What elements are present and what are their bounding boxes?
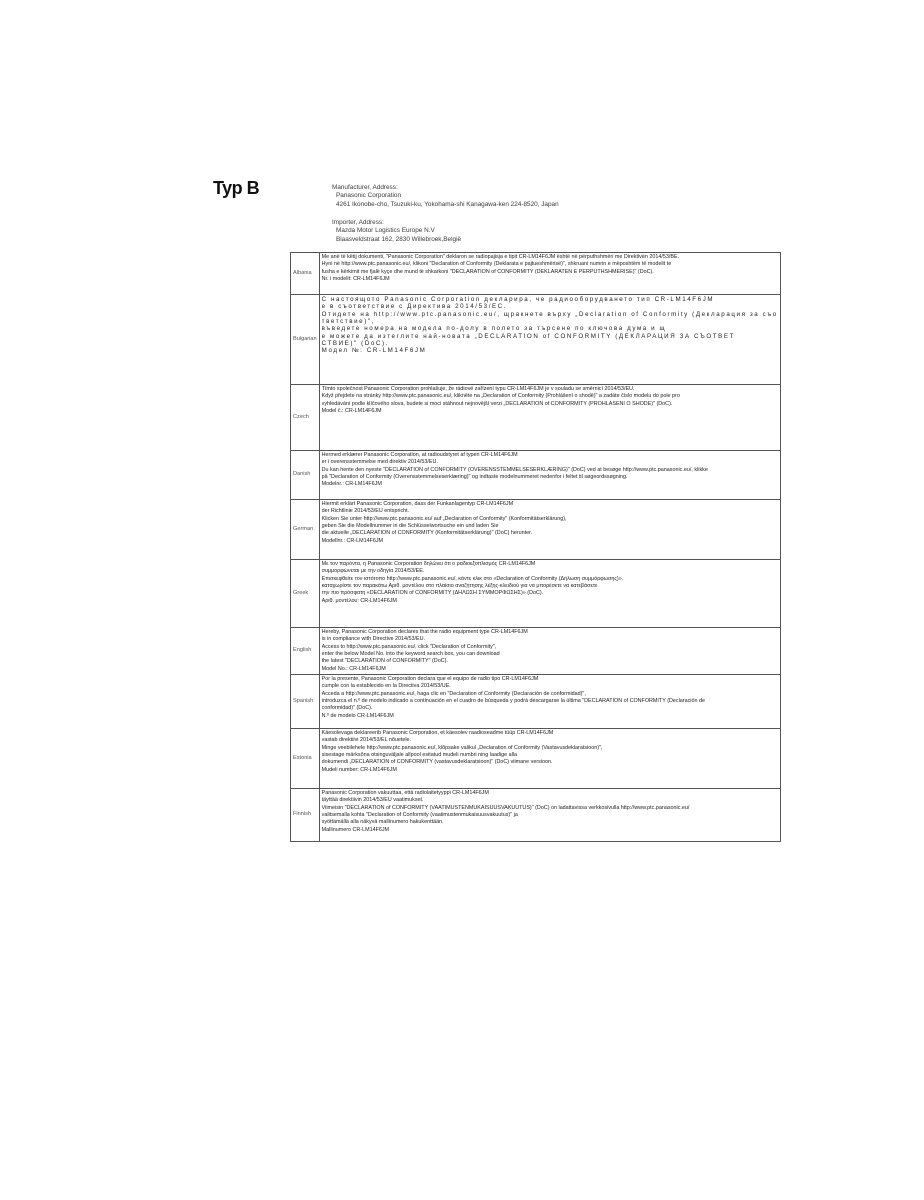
declaration-row <box>291 675 781 729</box>
declaration-row <box>291 628 781 675</box>
declaration-line: Επισκεφθείτε τον ιστότοπο http://www.ptc.panasonic.eu/, κάντε κλικ στο «Declaration of Conformity (Δήλωση συμμόρφωσης)», <box>321 575 624 582</box>
declaration-line: е в съответствие с Директива 2014/53/ЕС. <box>321 303 508 311</box>
importer-name: Mazda Motor Logistics Europe N.V <box>336 227 435 235</box>
manufacturer-label: Manufacturer, Address: <box>332 184 398 191</box>
declaration-line: Модел №: CR-LM14F6JM <box>321 347 427 355</box>
declaration-text <box>319 500 780 560</box>
declaration-text <box>319 451 780 500</box>
manufacturer-name: Panasonic Corporation <box>336 192 402 200</box>
declaration-row <box>291 253 781 295</box>
declaration-line: valitsemalla kohta "Declaration of Conformity (vaatimustenmukaisuusvakuutus)" ja <box>321 812 518 819</box>
declaration-text <box>319 295 780 385</box>
language-label: English <box>291 628 320 675</box>
language-label: Finnish <box>291 789 320 842</box>
declaration-row <box>291 729 781 789</box>
declaration-line: Modelnr.: CR-LM14F6JM <box>321 481 382 488</box>
importer-street: Blaasveldstraat 162, 2830 Willebroek,België <box>336 235 462 243</box>
declaration-line: enter the below Model No. into the keyword search box, you can download <box>321 651 500 658</box>
declaration-line: på "Declaration of Conformity (Overensstemmelseserklæring)" og indtaste modelnummeret nedenfor i feltet til søgeordssøgning. <box>321 474 628 481</box>
declaration-line: vyhledávání podle klíčového slova, budete si moci stáhnout nejnovější verzi „DECLARATION of CONFORMITY (PROHLÁŠENÍ O SHODĚ)" (DoC). <box>321 400 673 407</box>
language-label: Danish <box>291 451 320 500</box>
declaration-text <box>319 675 780 729</box>
declaration-line: introduzca el n.º de modelo indicado a continuación en el cuadro de búsqueda y podrá descargarse la última "DECLARATION of CONFORMITY (Declaración de <box>321 698 705 705</box>
declaration-line: Minge veebilehele http://www.ptc.panasonic.eu/, klõpsake valikul „Declaration of Conformity (Vastavusdeklaratsioon)", <box>321 744 603 751</box>
declaration-line: conformidad)" (DoC). <box>321 705 373 712</box>
manufacturer-address <box>332 184 559 209</box>
declaration-line: Mallinumero CR-LM14F6JM <box>321 826 390 833</box>
declaration-line: fusha e kërkimit me fjalë kyçe dhe mund të shkarkoni "DECLARATION of CONFORMITY (DEKLARATEN E PERPUTHSHMERISE)" (DoC). <box>321 268 654 275</box>
manufacturer-street: 4261 Ikonobe-cho, Tsuzuki-ku, Yokohama-shi Kanagawa-ken 224-8520, Japan <box>336 200 559 208</box>
declaration-text <box>319 560 780 628</box>
declaration-text <box>319 789 780 842</box>
declaration-line: Model No.: CR-LM14F6JM <box>321 665 386 672</box>
declaration-line: καταχωρίστε τον παρακάτω Αριθ. μοντέλου στο πλαίσιο αναζήτησης λέξης-κλειδιού για να μπορέσετε να κατεβάσετε <box>321 583 598 590</box>
importer-address <box>332 219 461 244</box>
declaration-line: Klicken Sie unter http://www.ptc.panasonic.eu/ auf „Declaration of Conformity" (Konformitätserklärung), <box>321 515 567 522</box>
declaration-line: Käesolevaga deklareerib Panasonic Corporation, et käesolev raadioseadme tüüp CR-LM14F6JM <box>321 730 554 737</box>
declaration-line: täyttää direktiivin 2014/53/EU vaatimukset. <box>321 797 424 804</box>
declaration-line: Hiermit erklärt Panasonic Corporation, dass der Funkanlagentyp CR-LM14F6JM <box>321 501 514 507</box>
declaration-line: тветствие)", <box>321 318 375 326</box>
declaration-line: sisestage märksõna otsinguväljale allpool esitatud mudeli numbri ning laadige alla <box>321 752 518 759</box>
declaration-line: Viimeisin "DECLARATION of CONFORMITY (VAATIMUSTENMUKAISUUSVAKUUTUS)" (DoC) on ladattavissa verkkosivulla http://www.ptc.panasonic.eu/ <box>321 804 690 811</box>
declaration-line: Acceda a http://www.ptc.panasonic.eu/, haga clic en "Declaration of Conformity (Declaración de conformidad)", <box>321 690 586 697</box>
declaration-line: N.º de modelo CR-LM14F6JM <box>321 712 394 719</box>
declaration-line: Access to http://www.ptc.panasonic.eu/, click "Declaration of Conformity", <box>321 643 497 650</box>
language-label: Greek <box>291 560 320 628</box>
importer-label: Importer, Address: <box>332 219 384 226</box>
declaration-row <box>291 451 781 500</box>
declaration-line: Modellnr.: CR-LM14F6JM <box>321 537 384 544</box>
section-heading: Typ B <box>213 178 260 198</box>
declaration-line: die aktuelle „DECLARATION of CONFORMITY (Konformitätserklärung)" (DoC) herunter. <box>321 530 533 537</box>
language-label: Albania <box>291 253 320 295</box>
declaration-line: er i overensstemmelse med direktiv 2014/53/EU. <box>321 459 438 466</box>
declaration-row <box>291 789 781 842</box>
declaration-line: е можете да изтеглите най-новата „DECLARATION of CONFORMITY (ДЕКЛАРАЦИЯ ЗА СЪОТВЕТ <box>321 332 735 340</box>
declaration-text <box>319 729 780 789</box>
declaration-line: Hereby, Panasonic Corporation declares that the radio equipment type CR-LM14F6JM <box>321 629 528 635</box>
language-label: German <box>291 500 320 560</box>
language-label: Spanish <box>291 675 320 729</box>
declaration-line: syöttämällä alla näkyvä mallinumero hakukenttään. <box>321 819 444 826</box>
declaration-line: dokumendi „DECLARATION of CONFORMITY (vastavusdeklaratsioon)" (DoC) viimane versioon. <box>321 759 553 766</box>
declaration-line: Tímto společnost Panasonic Corporation prohlašuje, že rádiové zařízení typu CR-LM14F6JM je v souladu se směrnicí 2014/53/EU. <box>321 386 635 392</box>
declaration-line: Hermed erklærer Panasonic Corporation, at radioudstyret af typen CR-LM14F6JM <box>321 452 518 458</box>
declaration-line: въведете номера на модела по-долу в полето за търсене по ключова дума и щ <box>321 325 667 333</box>
declaration-line: Du kan hente den nyeste "DECLARATION of CONFORMITY (OVERENSSTEMMELSESERKLÆRING)" (DoC) ved at besøge http://www.ptc.panasonic.eu/, klikke <box>321 466 708 473</box>
declaration-text <box>319 628 780 675</box>
declaration-text <box>319 253 780 295</box>
declaration-line: Panasonic Corporation vakuuttaa, että radiolaitetyyppi CR-LM14F6JM <box>321 790 489 797</box>
language-label: Czech <box>291 385 320 451</box>
declaration-line: την πιο πρόσφατη «DECLARATION of CONFORMITY (ΔΗΛΩΣΗ ΣΥΜΜΟΡΦΩΣΗΣ)» (DoC). <box>321 590 544 597</box>
declaration-line: συμμορφώνεται με την οδηγία 2014/53/ΕΕ. <box>321 568 425 575</box>
declaration-row <box>291 385 781 451</box>
declaration-line: С настоящото Panasonic Corporation декларира, че радиооборудването тип CR-LM14F6JM <box>321 296 715 303</box>
declaration-line: der Richtlinie 2014/53/EU entspricht. <box>321 508 410 515</box>
language-label: Estonia <box>291 729 320 789</box>
declaration-line: cumple con la establecido en la Directiva 2014/53/UE. <box>321 683 451 690</box>
declaration-line: Když přejdete na stránky http://www.ptc.panasonic.eu/, klikněte na „Declaration of Conformity (Prohlášení o shodě)" a zadáte číslo modelu do pole pro <box>321 393 680 400</box>
declaration-line: Отидете на http://www.ptc.panasonic.eu/, щракнете върху „Declaration of Conformity (Декларация за съо <box>321 310 778 318</box>
declaration-line: Mudeli number: CR-LM14F6JM <box>321 766 397 773</box>
declaration-line: Nr. i modelit: CR-LM14F6JM <box>321 276 390 283</box>
declaration-row <box>291 500 781 560</box>
declaration-table <box>290 252 781 842</box>
declaration-line: Model č.: CR-LM14F6JM <box>321 408 382 415</box>
declaration-line: Por la presente, Panasonic Corporation declara que el equipo de radio tipo CR-LM14F6JM <box>321 676 539 683</box>
declaration-line: Hyni në http://www.ptc.panasonic.eu/, klikoni "Declaration of Conformity (Deklarata e pajtueshmërisë)", shkruani numrin e mëposhtëm të modelit te <box>321 261 672 268</box>
declaration-text <box>319 385 780 451</box>
declaration-line: Με τον παρόντα, η Panasonic Corporation δηλώνει ότι ο ραδιοεξοπλισμός CR-LM14F6JM <box>321 561 536 567</box>
language-label: Bulgarian <box>291 295 320 385</box>
declaration-line: Me anë të këtij dokumenti, "Panasonic Corporation" deklaron se radiopajisja e tipit CR-LM14F6JM është në përputhshmëri me Direktivën 2014/53/BE. <box>321 254 680 260</box>
declaration-row <box>291 295 781 385</box>
declaration-line: vastab direktiivi 2014/53/EL nõuetele. <box>321 737 412 744</box>
declaration-line: СТВИЕ)" (DoC). <box>321 340 389 348</box>
declaration-line: is in compliance with Directive 2014/53/EU. <box>321 636 426 643</box>
declaration-line: Αριθ. μοντέλου: CR-LM14F6JM <box>321 597 397 604</box>
declaration-line: geben Sie die Modellnummer in die Schlüsselwortsuche ein und laden Sie <box>321 523 499 530</box>
declaration-line: the latest "DECLARATION of CONFORMITY" (DoC). <box>321 658 448 665</box>
declaration-row <box>291 560 781 628</box>
